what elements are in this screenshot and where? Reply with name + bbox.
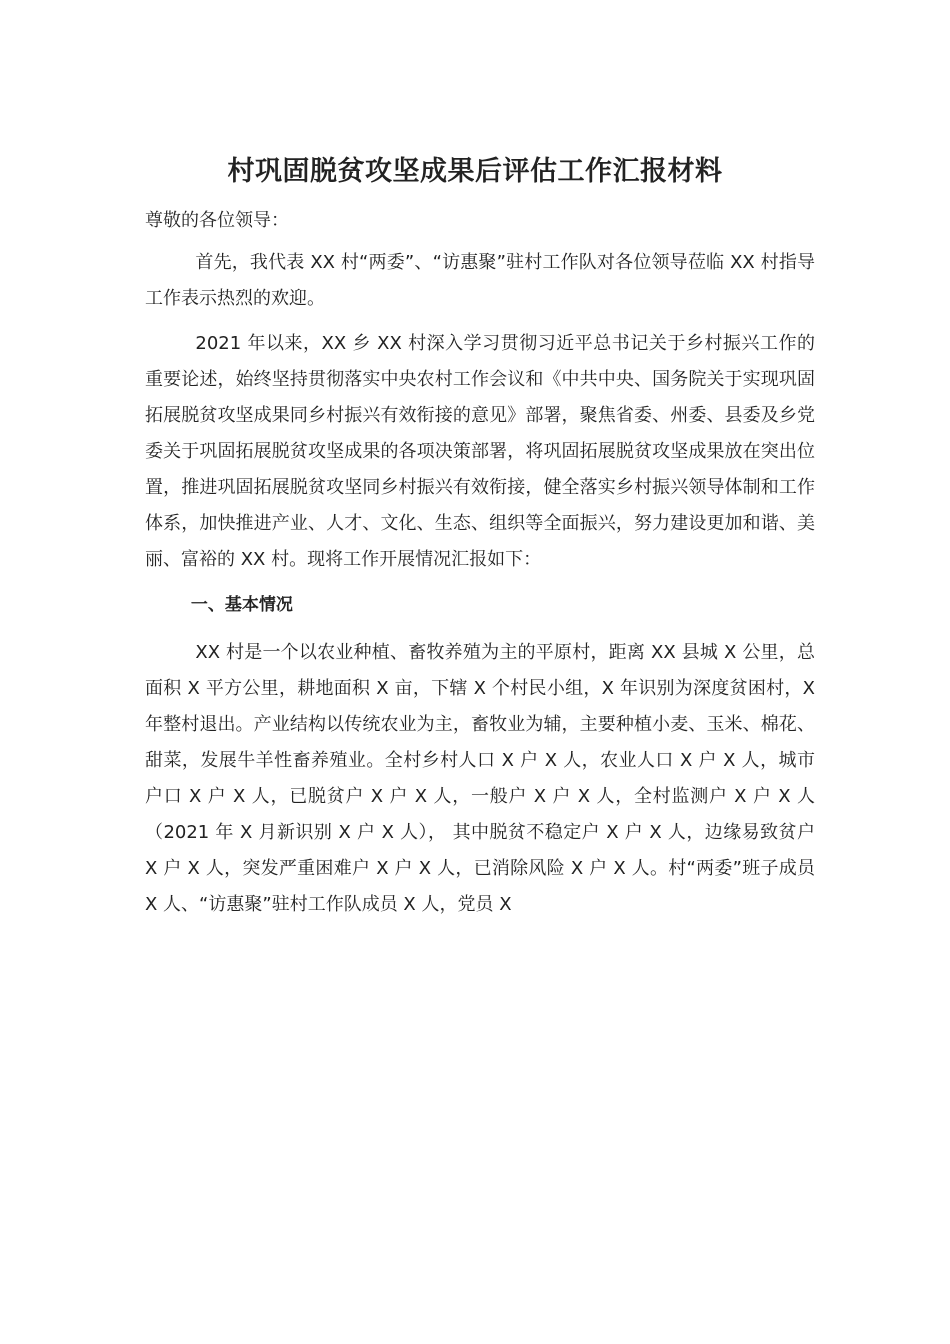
document-title: 村巩固脱贫攻坚成果后评估工作汇报材料: [227, 156, 723, 187]
welcome-paragraph: 首先，我代表 XX 村“两委”、“访惠聚”驻村工作队对各位领导莅临 XX 村指导工作表示热烈的欢迎。: [145, 252, 815, 309]
overview-paragraph: 2021 年以来，XX 乡 XX 村深入学习贯彻习近平总书记关于乡村振兴工作的重要论述，始终坚持贯彻落实中央农村工作会议和《中共中央、国务院关于实现巩固拓展脱贫攻坚成果同乡村振兴有效衔接的意见》部署，聚焦省委、州委、县委及乡党委关于巩固拓展脱贫攻坚成果的各项决策部署，将巩固拓展脱贫攻坚成果放在突出位置，推进巩固拓展脱贫攻坚同乡村振兴有效衔接，健全落实乡村振兴领导体制和工作体系，加快推进产业、人才、文化、生态、组织等全面振兴，努力建设更加和谐、美丽、富裕的 XX 村。现将工作开展情况汇报如下：: [145, 333, 815, 570]
section-heading-basic-situation: 一、基本情况: [190, 595, 293, 615]
document-body: [145, 203, 815, 932]
basic-situation-paragraph: XX 村是一个以农业种植、畜牧养殖为主的平原村，距离 XX 县城 X 公里，总面积 X 平方公里，耕地面积 X 亩，下辖 X 个村民小组，X 年识别为深度贫困村，X 年整村退出。产业结构以传统农业为主，畜牧业为辅，主要种植小麦、玉米、棉花、甜菜，发展牛羊性畜养殖业。全村乡村人口 X 户 X 人，农业人口 X 户 X 人，城市户口 X 户 X 人，已脱贫户 X 户 X 人，一般户 X 户 X 人，全村监测户 X 户 X 人（2021 年 X 月新识别 X 户 X 人）， 其中脱贫不稳定户 X 户 X 人，边缘易致贫户 X 户 X 人，突发严重困难户 X 户 X 人，已消除风险 X 户 X 人。村“两委”班子成员 X 人、“访惠聚”驻村工作队成员 X 人，党员 X: [145, 642, 815, 915]
greeting-line: 尊敬的各位领导：: [145, 210, 289, 231]
